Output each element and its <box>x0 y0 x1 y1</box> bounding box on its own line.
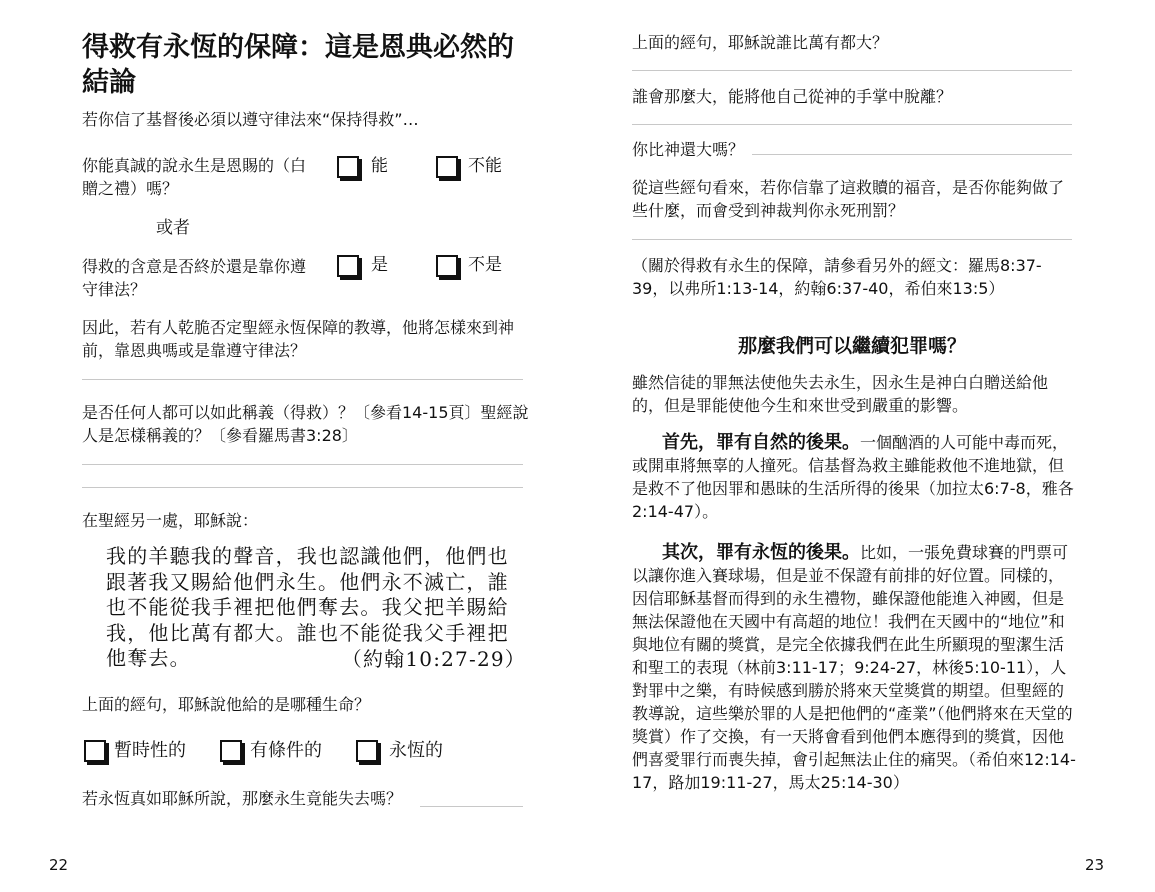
answer-line[interactable] <box>82 487 523 488</box>
answer-line[interactable] <box>632 239 1072 240</box>
question-life-type: 上面的經句，耶穌說他給的是哪種生命？ <box>82 695 371 714</box>
checkbox-yes-can[interactable] <box>337 156 359 178</box>
paragraph-natural-consequence <box>632 431 1076 523</box>
checkbox-cannot[interactable] <box>436 156 458 178</box>
question-lose-eternal-life: 若永恆真如耶穌所說，那麼永生竟能失去嗎？ <box>82 789 403 808</box>
section-heading: 那麼我們可以繼續犯罪嗎？ <box>737 335 966 357</box>
checkbox-yes[interactable] <box>337 255 359 277</box>
checkbox-conditional[interactable] <box>220 740 242 762</box>
option-temporary: 暫時性的 <box>114 740 186 761</box>
lead-natural-consequence: 首先，罪有自然的後果。 <box>662 432 860 453</box>
paragraph-eternal-consequence <box>632 541 1076 794</box>
checkbox-label: 不是 <box>468 255 502 275</box>
checkbox-label: 是 <box>371 255 388 275</box>
answer-line[interactable] <box>420 806 523 807</box>
scripture-reference: （約翰10:27-29） <box>341 646 526 671</box>
question-condemnation: 從這些經句看來，若你信靠了這救贖的福音，是否你能夠做了些什麼，而會受到神裁判你永死刑罰？ <box>632 178 1065 220</box>
or-text: 或者 <box>156 218 190 238</box>
checkbox-temporary[interactable] <box>84 740 106 762</box>
scripture-quote <box>106 544 526 674</box>
answer-line[interactable] <box>752 154 1072 155</box>
question-greater-than-all: 上面的經句，耶穌說誰比萬有都大？ <box>632 33 889 52</box>
lead-eternal-consequence: 其次，罪有永恆的後果。 <box>662 542 860 563</box>
checkbox-no[interactable] <box>436 255 458 277</box>
question-deny-security: 因此，若有人乾脆否定聖經永恆保障的教導，他將怎樣來到神前，靠恩典嗎或是靠遵守律法？ <box>82 318 515 360</box>
paragraph-text: 比如，一張免費球賽的門票可以讓你進入賽球場，但是並不保證有前排的好位置。同樣的，因信耶穌基督而得到的永生禮物，雖保證他能進入神國，但是無法保證他在天國中有高超的地位！我們在天國中的“地位”和與地位有關的獎賞，是完全依據我們在此生所顯現的聖潔生活和聖工的表現（林前3:11-17；9:24-27，林後5:10-11），人對罪中之樂，有時候感到勝於將來天堂獎賞的期望。但聖經的教導說，這些樂於罪的人是把他們的“產業”（他們將來在天堂的獎賞）作了交換，有一天將會看到他們本應得到的獎賞，因他們喜愛罪行而喪失掉，會引起無法止住的痛哭。（希伯來12:14-17，路加19:11-27，馬太25:14-30） <box>632 543 1076 792</box>
checkbox-label: 能 <box>371 156 388 176</box>
answer-line[interactable] <box>632 70 1072 71</box>
question-justified: 是否任何人都可以如此稱義（得救）？〔參看14-15頁〕聖經說人是怎樣稱義的？〔參看羅馬書3:28〕 <box>82 403 529 445</box>
question-keep-law: 得救的含意是否終於還是靠你遵守律法？ <box>82 257 307 299</box>
question-escape-hand: 誰會那麼大，能將他自己從神的手掌中脫離？ <box>632 87 953 106</box>
page-number-right: 23 <box>1085 856 1105 874</box>
page-title: 得救有永恆的保障：這是恩典必然的結論 <box>82 32 514 98</box>
option-conditional: 有條件的 <box>250 740 322 761</box>
option-eternal: 永恆的 <box>389 740 443 761</box>
question-eternal-life-gift: 你能真誠的說永生是恩賜的（白贈之禮）嗎？ <box>82 156 307 198</box>
paragraph-text: 一個酗酒的人可能中毒而死，或開車將無辜的人撞死。信基督為救主雖能救他不進地獄，但是救不了他因罪和愚昧的生活所得的後果（加拉太6:7-8，雅各2:14-47）。 <box>632 433 1074 521</box>
checkbox-eternal[interactable] <box>356 740 378 762</box>
scripture-text: 我的羊聽我的聲音，我也認識他們，他們也跟著我又賜給他們永生。他們永不滅亡，誰也不能從我手裡把他們奪去。我父把羊賜給我，他比萬有都大。誰也不能從我父手裡把他奪去。 <box>106 544 509 670</box>
question-bigger-than-god: 你比神還大嗎？ <box>632 140 745 159</box>
answer-line[interactable] <box>82 379 523 380</box>
intro-text: 若你信了基督後必須以遵守律法來“保持得救”… <box>82 110 419 129</box>
paragraph-intro: 雖然信徒的罪無法使他失去永生，因永生是神白白贈送給他的，但是罪能使他今生和來世受到嚴重的影響。 <box>632 373 1049 415</box>
answer-line[interactable] <box>82 464 523 465</box>
answer-line[interactable] <box>632 124 1072 125</box>
jesus-said-intro: 在聖經另一處，耶穌說： <box>82 511 259 530</box>
checkbox-label: 不能 <box>468 156 502 176</box>
page-number-left: 22 <box>49 856 69 874</box>
reference-note: （關於得救有永生的保障，請參看另外的經文：羅馬8:37-39，以弗所1:13-14，約翰6:37-40，希伯來13:5） <box>632 256 1042 298</box>
